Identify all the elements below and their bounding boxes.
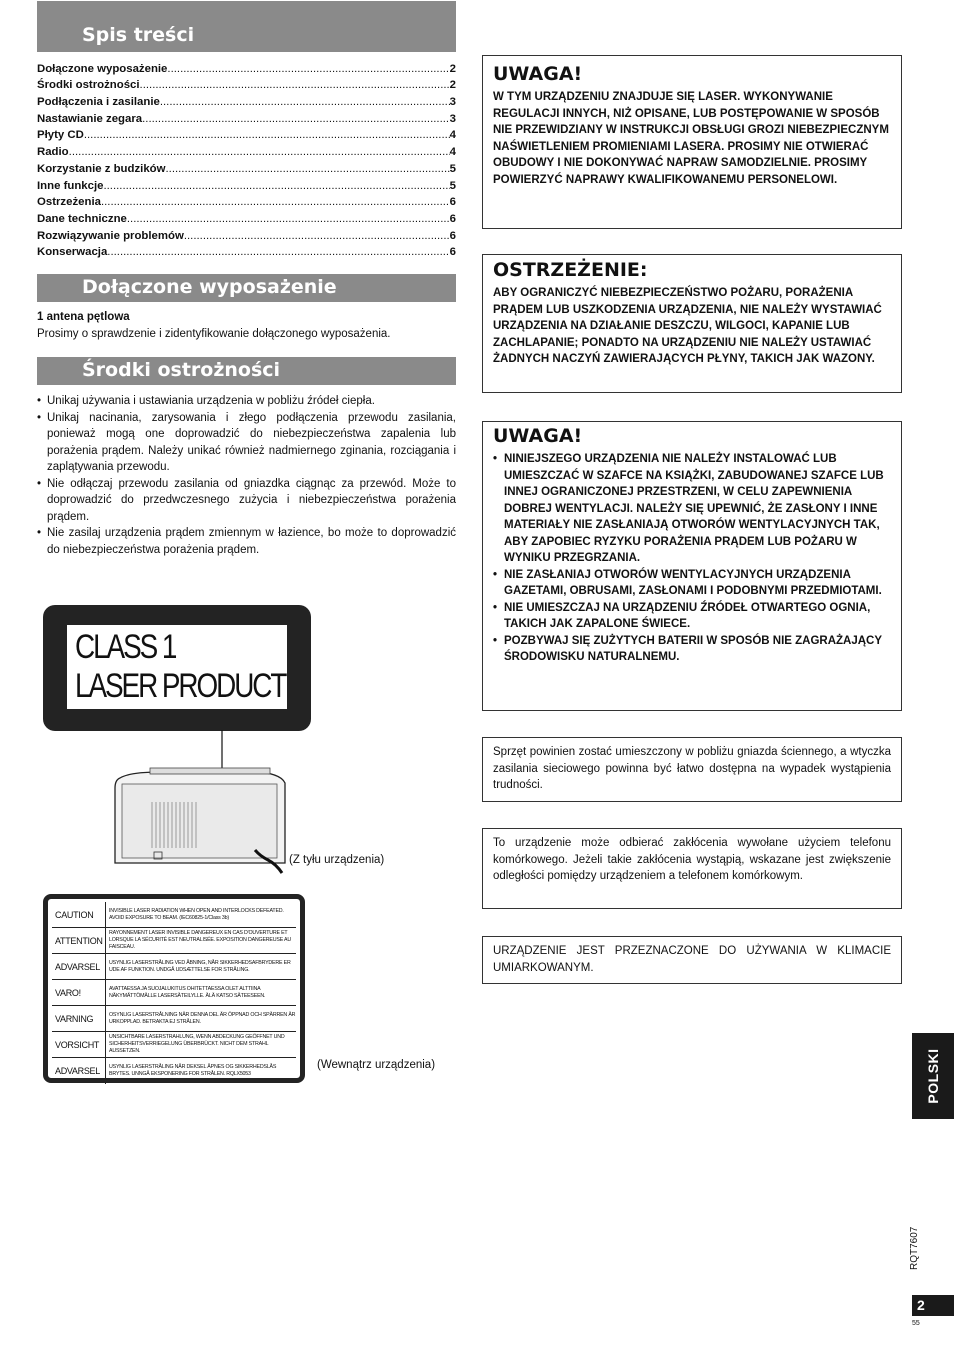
caution-title: UWAGA!	[493, 425, 583, 447]
device-rear-caption: (Z tyłu urządzenia)	[289, 854, 385, 866]
list-item: • Unikaj nacinania, zarysowania i złego podłączenia przewodu zasilania, ponieważ mogą one doprowadzić do niebezpieczeństwa zapalenia lub porażenia prądem. Należy unikać również nadmiernego zginania, rozciągania i zaplątywania przewodu.	[37, 410, 456, 476]
list-item: • Unikaj używania i ustawiania urządzenia w pobliżu źródeł ciepła.	[37, 393, 456, 410]
table-row: CAUTION INVISIBLE LASER RADIATION WHEN OPEN AND INTERLOCKS DEFEATED. AVOID EXPOSURE TO BEAM. (IEC60825-1/Class 3b)	[52, 902, 296, 928]
warning-title: OSTRZEŻENIE:	[493, 259, 648, 281]
class1-laser-label	[43, 605, 311, 731]
climate-note: URZĄDZENIE JEST PRZEZNACZONE DO UŻYWANIA W KLIMACIE UMIARKOWANYM.	[482, 936, 902, 984]
toc-item[interactable]: Dołączone wyposażenie ..... 2	[37, 58, 456, 75]
table-of-contents	[37, 58, 456, 258]
language-tab: POLSKI	[912, 1033, 954, 1119]
toc-item[interactable]: Podłączenia i zasilanie ..... 3	[37, 91, 456, 108]
list-item: • NIE UMIESZCZAJ NA URZĄDZENIU ŹRÓDEŁ OTWARTEGO OGNIA, TAKICH JAK ZAPALONE ŚWIECE.	[493, 600, 891, 633]
toc-item[interactable]: Środki ostrożności ..... 2	[37, 75, 456, 92]
toc-item[interactable]: Płyty CD ..... 4	[37, 125, 456, 142]
list-item: • NIE ZASŁANIAJ OTWORÓW WENTYLACYJNYCH URZĄDZENIA GAZETAMI, OBRUSAMI, ZASŁONAMI I PODOBNYMI PRZEDMIOTAMI.	[493, 567, 891, 600]
laser-warning-plate	[43, 894, 305, 1083]
warning-text: ABY OGRANICZYĆ NIEBEZPIECZEŃSTWO POŻARU, PORAŻENIA PRĄDEM LUB USZKODZENIA URZĄDZENIA, NIE NALEŻY WYSTAWIAĆ URZĄDZENIA NA DZIAŁANIE DESZCZU, WILGOCI, KAPANIE LUB ZACHLAPANIE; PONADTO NA URZĄDZENIU NIE NALEŻY USTAWIAĆ ŻADNYCH NACZYŃ ZAWIERAJĄCYCH PŁYNY, TAKICH JAK WAZONY.	[493, 287, 882, 365]
list-item: • Nie zasilaj urządzenia prądem zmiennym w łazience, bo może to doprowadzić do niebezpieczeństwa porażenia prądem.	[37, 525, 456, 558]
accessory-item: 1 antena pętlowa	[37, 311, 130, 323]
toc-item[interactable]: Konserwacja ..... 6	[37, 242, 456, 259]
list-item: • NINIEJSZEGO URZĄDZENIA NIE NALEŻY INSTALOWAĆ LUB UMIESZCZAĆ W SZAFCE NA KSIĄŻKI, ZABUDOWANEJ SZAFCE LUB INNEJ OGRANICZONEJ PRZESTRZENI, W CELU ZAPEWNIENIA DOBREJ WENTYLACJI. NALEŻY SIĘ UPEWNIĆ, ŻE ZASŁONY I INNE MATERIAŁY NIE ZASŁANIAJĄ OTWORÓW WENTYLACYJNYCH TAK, ABY ZAPOBIEC RYZYKU PORAŻENIA PRĄDEM LUB POŻARU W WYNIKU PRZEGRZANIA.	[493, 451, 891, 567]
inside-caption: (Wewnątrz urządzenia)	[317, 1059, 436, 1071]
table-row: VARO! AVATTAESSA JA SUOJALUKITUS OHITETTAESSA OLET ALTTIINA NÄKYMÄTTÖMÄLLE LASERSÄTEILYLLE. ÄLÄ KATSO SÄTEESEEN.	[52, 980, 296, 1006]
toc-item[interactable]: Dane techniczne ..... 6	[37, 208, 456, 225]
laser-caution-box	[482, 55, 902, 229]
ventilation-caution-box	[482, 421, 902, 711]
device-rear-illustration	[100, 728, 300, 878]
laser-label-line1: CLASS 1	[75, 628, 176, 666]
table-row: ADVARSEL USYNLIG LASERSTRÅLING VED ÅBNING, NÅR SIKKERHEDSAFBRYDERE ER UDE AF FUNKTION. UNDGÅ UDSÆTTELSE FOR STRÅLING.	[52, 954, 296, 980]
toc-item[interactable]: Rozwiązywanie problemów ..... 6	[37, 225, 456, 242]
table-row: ADVARSEL USYNLIG LASERSTRÅLING NÅR DEKSEL ÅPNES OG SIKKERHEDSLÅS BRYTES. UNNGÅ EKSPONERING FOR STRÅLEN. RQLX5053	[52, 1058, 296, 1084]
table-row: VORSICHT UNSICHTBARE LASERSTRAHLUNG, WENN ABDECKUNG GEÖFFNET UND SICHERHEITSVERRIEGELUNG ÜBERBRÜCKT. NICHT DEM STRAHL AUSSETZEN.	[52, 1032, 296, 1058]
table-row: ATTENTION RAYONNEMENT LASER INVISIBLE DANGEREUX EN CAS D'OUVERTURE ET LORSQUE LA SÉCURITÉ EST NEUTRALISÉE. EXPOSITION DANGEREUSE AU FAISCEAU.	[52, 928, 296, 954]
toc-item[interactable]: Radio ..... 4	[37, 141, 456, 158]
document-code: RQT7607	[909, 1226, 920, 1270]
sheet-number: 55	[912, 1320, 920, 1327]
list-item: • Nie odłączaj przewodu zasilania od gniazdka ciągnąc za przewód. Może to doprowadzić do przedwczesnego zużycia i niebezpieczeństwa porażenia prądem.	[37, 476, 456, 526]
toc-item[interactable]: Inne funkcje ..... 5	[37, 175, 456, 192]
accessories-heading: Dołączone wyposażenie	[37, 274, 456, 302]
toc-heading: Spis treści	[37, 1, 456, 52]
socket-note: Sprzęt powinien zostać umieszczony w pobliżu gniazda ściennego, a wtyczka zasilania sieciowego powinna być łatwo dostępna na wypadek wystąpienia trudności.	[482, 737, 902, 802]
toc-item[interactable]: Korzystanie z budzików ..... 5	[37, 158, 456, 175]
safety-heading: Środki ostrożności	[37, 357, 456, 385]
toc-item[interactable]: Nastawianie zegara ..... 3	[37, 108, 456, 125]
table-row: VARNING OSYNLIG LASERSTRÅLNING NÄR DENNA DEL ÄR ÖPPNAD OCH SPÄRREN ÄR URKOPPLAD. BETRAKTA EJ STRÅLEN.	[52, 1006, 296, 1032]
accessories-section	[37, 309, 456, 342]
safety-list	[37, 393, 456, 558]
page-number: 2	[912, 1295, 954, 1316]
caution-text: W TYM URZĄDZENIU ZNAJDUJE SIĘ LASER. WYKONYWANIE REGULACJI INNYCH, NIŻ OPISANE, LUB POSTĘPOWANIE W SPOSÓB NIE PRZEWIDZIANY W INSTRUKCJI OBSŁUGI GROZI NIEBEZPIECZNYM NAŚWIETLENIEM PROMIENIAMI LASERA. PROSIMY NIE OTWIERAĆ OBUDOWY I NIE DOKONYWAĆ NAPRAW SAMODZIELNIE. PROSIMY POWIERZYĆ NAPRAWY KWALIFIKOWANEMU PERSONELOWI.	[493, 91, 889, 186]
phone-interference-note: To urządzenie może odbierać zakłócenia wywołane użyciem telefonu komórkowego. Jeżeli takie zakłócenia wystąpią, wskazane jest zwiększenie odległości pomiędzy urządzeniem a telefonem komórkowym.	[482, 828, 902, 909]
list-item: • POZBYWAJ SIĘ ZUŻYTYCH BATERII W SPOSÓB NIE ZAGRAŻAJĄCY ŚRODOWISKU NATURALNEMU.	[493, 633, 891, 666]
toc-item[interactable]: Ostrzeżenia ..... 6	[37, 192, 456, 209]
warning-box	[482, 254, 902, 393]
accessories-text: Prosimy o sprawdzenie i zidentyfikowanie dołączonego wyposażenia.	[37, 327, 391, 340]
caution-list	[493, 451, 891, 666]
caution-title: UWAGA!	[493, 63, 583, 85]
laser-label-line2: LASER PRODUCT	[75, 667, 286, 705]
